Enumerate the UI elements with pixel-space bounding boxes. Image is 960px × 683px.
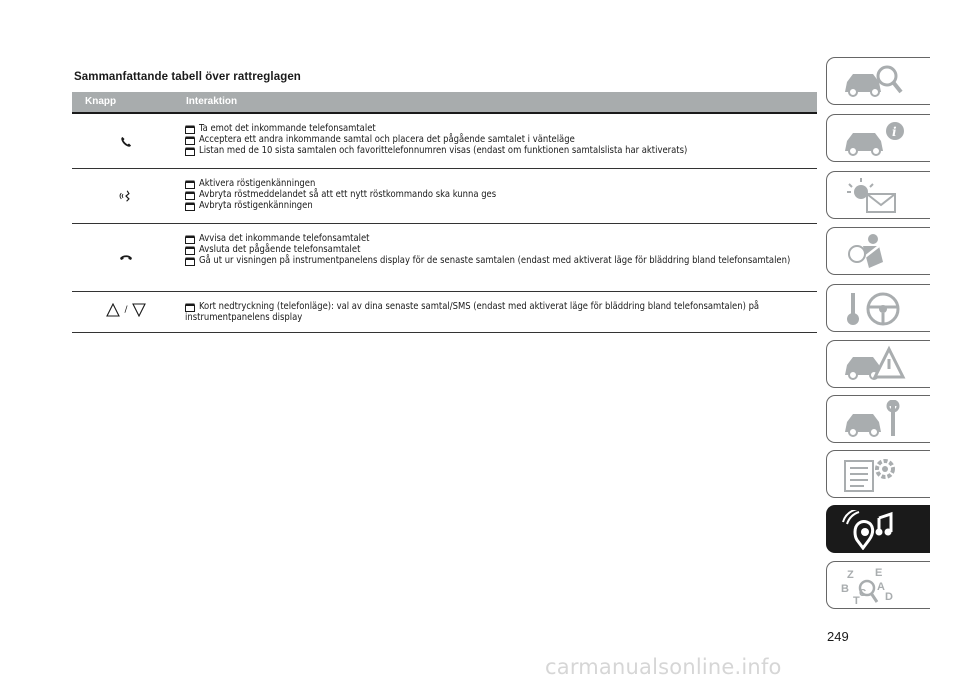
bullet-icon	[185, 191, 195, 200]
svg-text:E: E	[875, 567, 883, 579]
column-header-knapp: Knapp	[85, 96, 117, 107]
bullet-icon	[185, 257, 195, 266]
voice-command-icon	[72, 189, 180, 203]
airbag-seatbelt-icon	[839, 232, 909, 272]
svg-text:D: D	[885, 591, 893, 603]
car-breakdown-warning-icon	[839, 345, 909, 385]
watermark-text: carmanualsonline.info	[545, 655, 782, 679]
table-row	[72, 224, 817, 292]
list-item: Avsluta det pågående telefonsamtalet	[185, 244, 811, 255]
car-search-icon	[839, 62, 909, 102]
list-item: Kort nedtryckning (telefonläge): val av dina senaste samtal/SMS (endast med aktiverat läge för bläddring bland telefonsamtalen) på instrumentpanelens display	[185, 301, 760, 324]
list-item: Ta emot det inkommande telefonsamtalet	[185, 123, 811, 134]
tab-multimedia[interactable]	[826, 505, 930, 553]
arrow-separator: /	[124, 305, 128, 315]
table-row	[72, 114, 817, 169]
multimedia-music-icon	[839, 510, 909, 550]
svg-text:A: A	[877, 581, 885, 593]
tab-safety[interactable]	[826, 227, 930, 275]
section-title: Sammanfattande tabell över rattreglagen	[74, 71, 301, 83]
list-item: Acceptera ett andra inkommande samtal och placera det pågående samtalet i vänteläge	[185, 134, 811, 145]
tab-warning-lights-messages[interactable]	[826, 171, 930, 219]
svg-text:Z: Z	[847, 569, 854, 581]
car-maintenance-wrench-icon	[839, 400, 909, 440]
tab-technical-data[interactable]	[826, 450, 930, 498]
bullet-icon	[185, 125, 195, 134]
list-item: Listan med de 10 sista samtalen och favorittelefonnumren visas (endast om funktionen samtalslista har aktiverats)	[185, 145, 811, 156]
table-row	[72, 169, 817, 224]
bullet-icon	[185, 202, 195, 211]
steering-controls-table	[72, 92, 817, 333]
tab-emergency[interactable]	[826, 340, 930, 388]
bullet-icon	[185, 303, 195, 312]
column-header-interaktion: Interaktion	[186, 96, 238, 107]
tab-starting-driving[interactable]	[826, 284, 930, 332]
list-item: Avbryta röstigenkänningen	[185, 200, 811, 211]
bullet-icon	[185, 147, 195, 156]
phone-hangup-icon	[72, 252, 180, 262]
table-header	[72, 92, 817, 114]
page-number: 249	[827, 629, 849, 644]
technical-data-gear-icon	[839, 455, 909, 495]
tab-service-maintenance[interactable]	[826, 395, 930, 443]
list-item: Gå ut ur visningen på instrumentpanelens display för de senaste samtalen (endast med aktiverat läge för bläddring bland telefonsamtalen)	[185, 255, 811, 266]
bullet-icon	[185, 180, 195, 189]
phone-answer-icon	[72, 136, 180, 148]
svg-text:C: C	[859, 588, 867, 599]
key-steering-wheel-icon	[839, 289, 909, 329]
list-item: Avvisa det inkommande telefonsamtalet	[185, 233, 811, 244]
tab-car-info[interactable]	[826, 114, 930, 162]
bullet-icon	[185, 136, 195, 145]
up-down-arrow-icon	[72, 303, 180, 317]
tab-car-search[interactable]	[826, 57, 930, 105]
bullet-icon	[185, 246, 195, 255]
list-item: Avbryta röstmeddelandet så att ett nytt röstkommando ska kunna ges	[185, 189, 811, 200]
tab-index[interactable]	[826, 561, 930, 609]
alphabetical-index-icon	[839, 566, 909, 606]
svg-text:B: B	[841, 583, 849, 595]
svg-text:T: T	[853, 595, 860, 606]
car-info-icon	[839, 119, 909, 159]
warning-light-message-icon	[839, 176, 909, 216]
table-row	[72, 292, 817, 333]
list-item: Aktivera röstigenkänningen	[185, 178, 811, 189]
svg-text:i: i	[892, 125, 897, 139]
bullet-icon	[185, 235, 195, 244]
